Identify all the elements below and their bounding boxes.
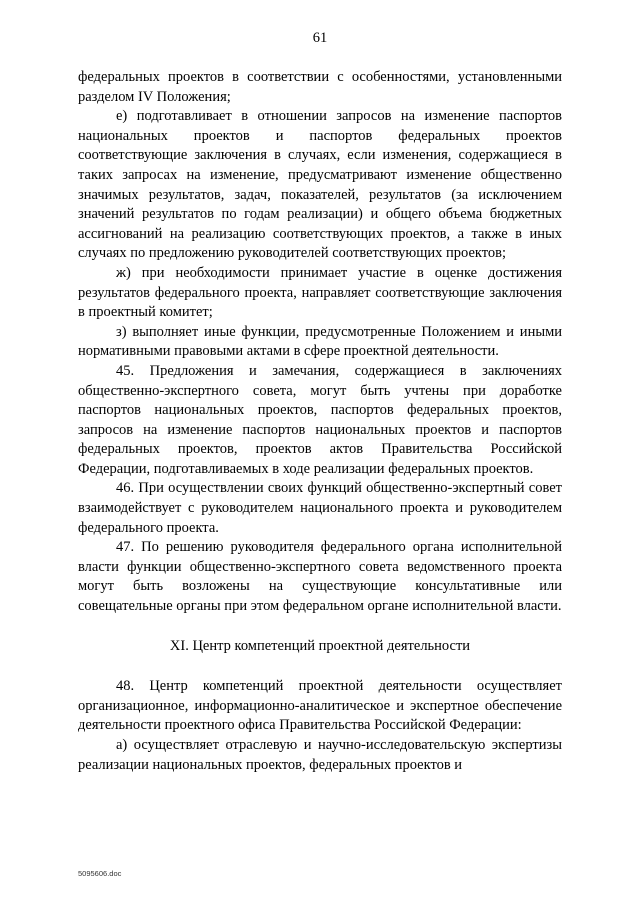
page-number: 61 xyxy=(312,30,328,46)
paragraph: 48. Центр компетенций проектной деятельности осуществляет организационное, информационно-аналитическое и экспертное обеспечение деятельности проектного офиса Правительства Российской Федерации: xyxy=(78,678,562,734)
paragraph: ж) при необходимости принимает участие в оценке достижения результатов федерального проекта, направляет соответствующие заключения в проектный комитет; xyxy=(78,264,562,321)
paragraph: федеральных проектов в соответствии с особенностями, установленными разделом IV Положения; xyxy=(78,69,562,105)
document-file-code: 5095606.doc xyxy=(78,869,122,878)
paragraph: 46. При осуществлении своих функций общественно-экспертный совет взаимодействует с руководителем национального проекта и руководителем федерального проекта. xyxy=(78,480,562,536)
paragraph: 45. Предложения и замечания, содержащиеся в заключениях общественно-экспертного совета, могут быть учтены при доработке паспортов национальных проектов, паспортов федеральных проектов, запросов на изменение паспортов национальных проектов и паспортов федеральных проектов, проектов актов Правительства Российской Федерации, подготавливаемых в ходе реализации федеральных проектов. xyxy=(78,362,562,477)
section-heading: XI. Центр компетенций проектной деятельности xyxy=(169,637,471,654)
paragraph: 47. По решению руководителя федерального органа исполнительной власти функции общественно-экспертного совета ведомственного проекта могут быть возложены на существующие консультативные или совещательные органы при этом федеральном органе исполнительной власти. xyxy=(78,539,562,615)
paragraph: з) выполняет иные функции, предусмотренные Положением и иными нормативными правовыми актами в сфере проектной деятельности. xyxy=(78,323,562,360)
document-body xyxy=(78,68,562,775)
paragraph: а) осуществляет отраслевую и научно-исследовательскую экспертизы реализации национальных проектов, федеральных проектов и xyxy=(78,737,562,773)
paragraph: е) подготавливает в отношении запросов на изменение паспортов национальных проектов и паспортов федеральных проектов соответствующие заключения в случаях, если изменения, содержащиеся в таких запросах на изменение, предусматривают изменение общественно значимых результатов, задач, показателей, результатов (за исключением значений результатов по годам реализации) и общего объема бюджетных ассигнований на реализацию соответствующих проектов, а также в иных случаях по предложению руководителей соответствующих проектов; xyxy=(78,108,562,262)
